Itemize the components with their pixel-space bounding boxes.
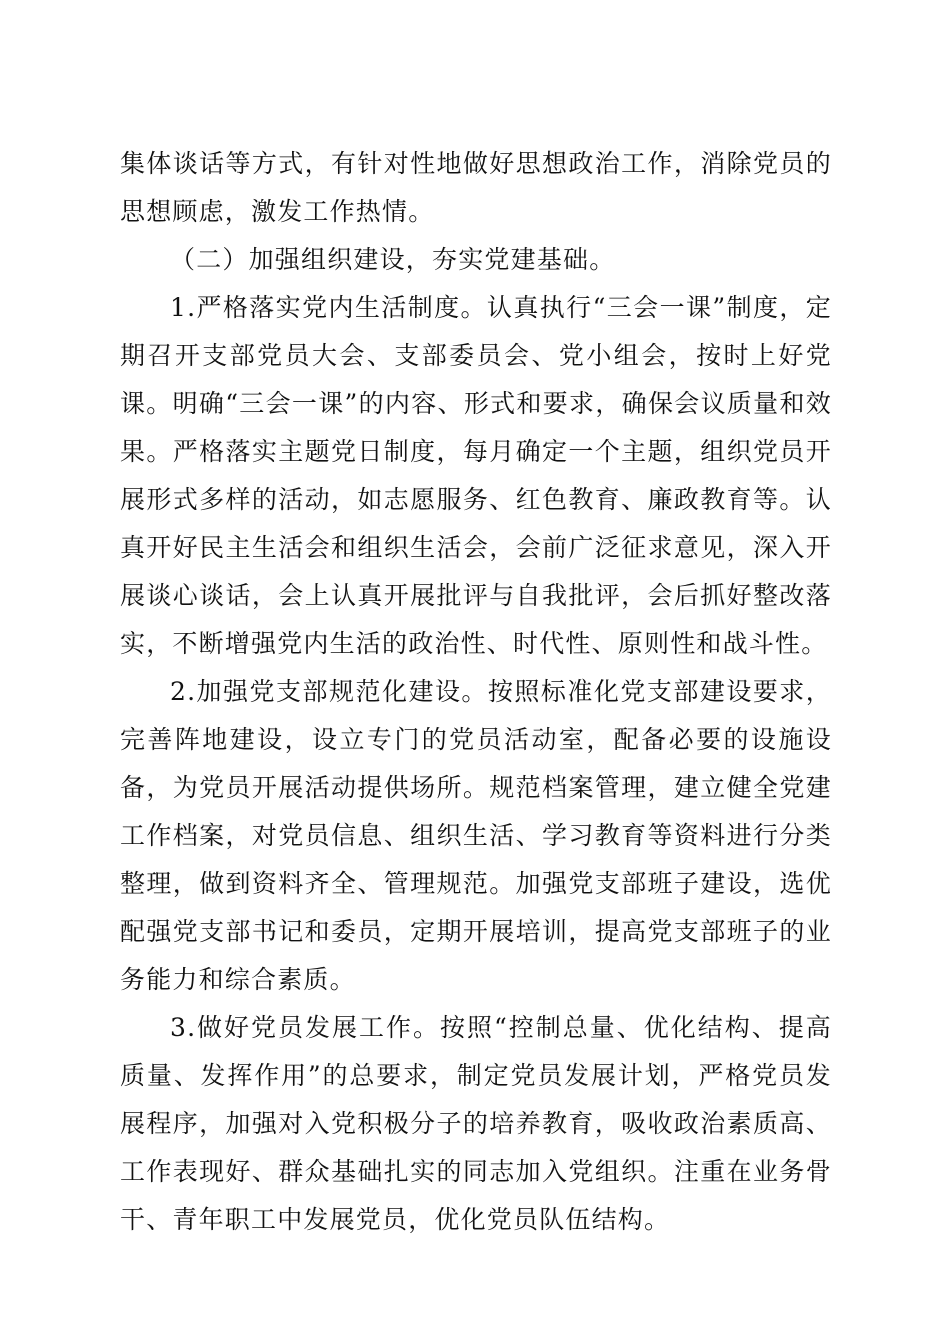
list-item-3-paragraph: 3.做好党员发展工作。按照“控制总量、优化结构、提高质量、发挥作用”的总要求，制定党员发展计划，严格党员发展程序，加强对入党积极分子的培养教育，吸收政治素质高、工作表现好、群众基础扎实的同志加入党组织。注重在业务骨干、青年职工中发展党员，优化党员队伍结构。: [120, 1013, 832, 1234]
section-heading: （二）加强组织建设，夯实党建基础。: [170, 245, 616, 274]
continuation-paragraph: 集体谈话等方式，有针对性地做好思想政治工作，消除党员的思想顾虑，激发工作热情。: [120, 149, 832, 226]
document-body: [120, 140, 832, 1244]
list-item-2-paragraph: 2.加强党支部规范化建设。按照标准化党支部建设要求，完善阵地建设，设立专门的党员活动室，配备必要的设施设备，为党员开展活动提供场所。规范档案管理，建立健全党建工作档案，对党员信息、组织生活、学习教育等资料进行分类整理，做到资料齐全、管理规范。加强党支部班子建设，选优配强党支部书记和委员，定期开展培训，提高党支部班子的业务能力和综合素质。: [120, 677, 832, 994]
list-item-1-paragraph: 1.严格落实党内生活制度。认真执行“三会一课”制度，定期召开支部党员大会、支部委员会、党小组会，按时上好党课。明确“三会一课”的内容、形式和要求，确保会议质量和效果。严格落实主题党日制度，每月确定一个主题，组织党员开展形式多样的活动，如志愿服务、红色教育、廉政教育等。认真开好民主生活会和组织生活会，会前广泛征求意见，深入开展谈心谈话，会上认真开展批评与自我批评，会后抓好整改落实，不断增强党内生活的政治性、时代性、原则性和战斗性。: [120, 293, 832, 658]
